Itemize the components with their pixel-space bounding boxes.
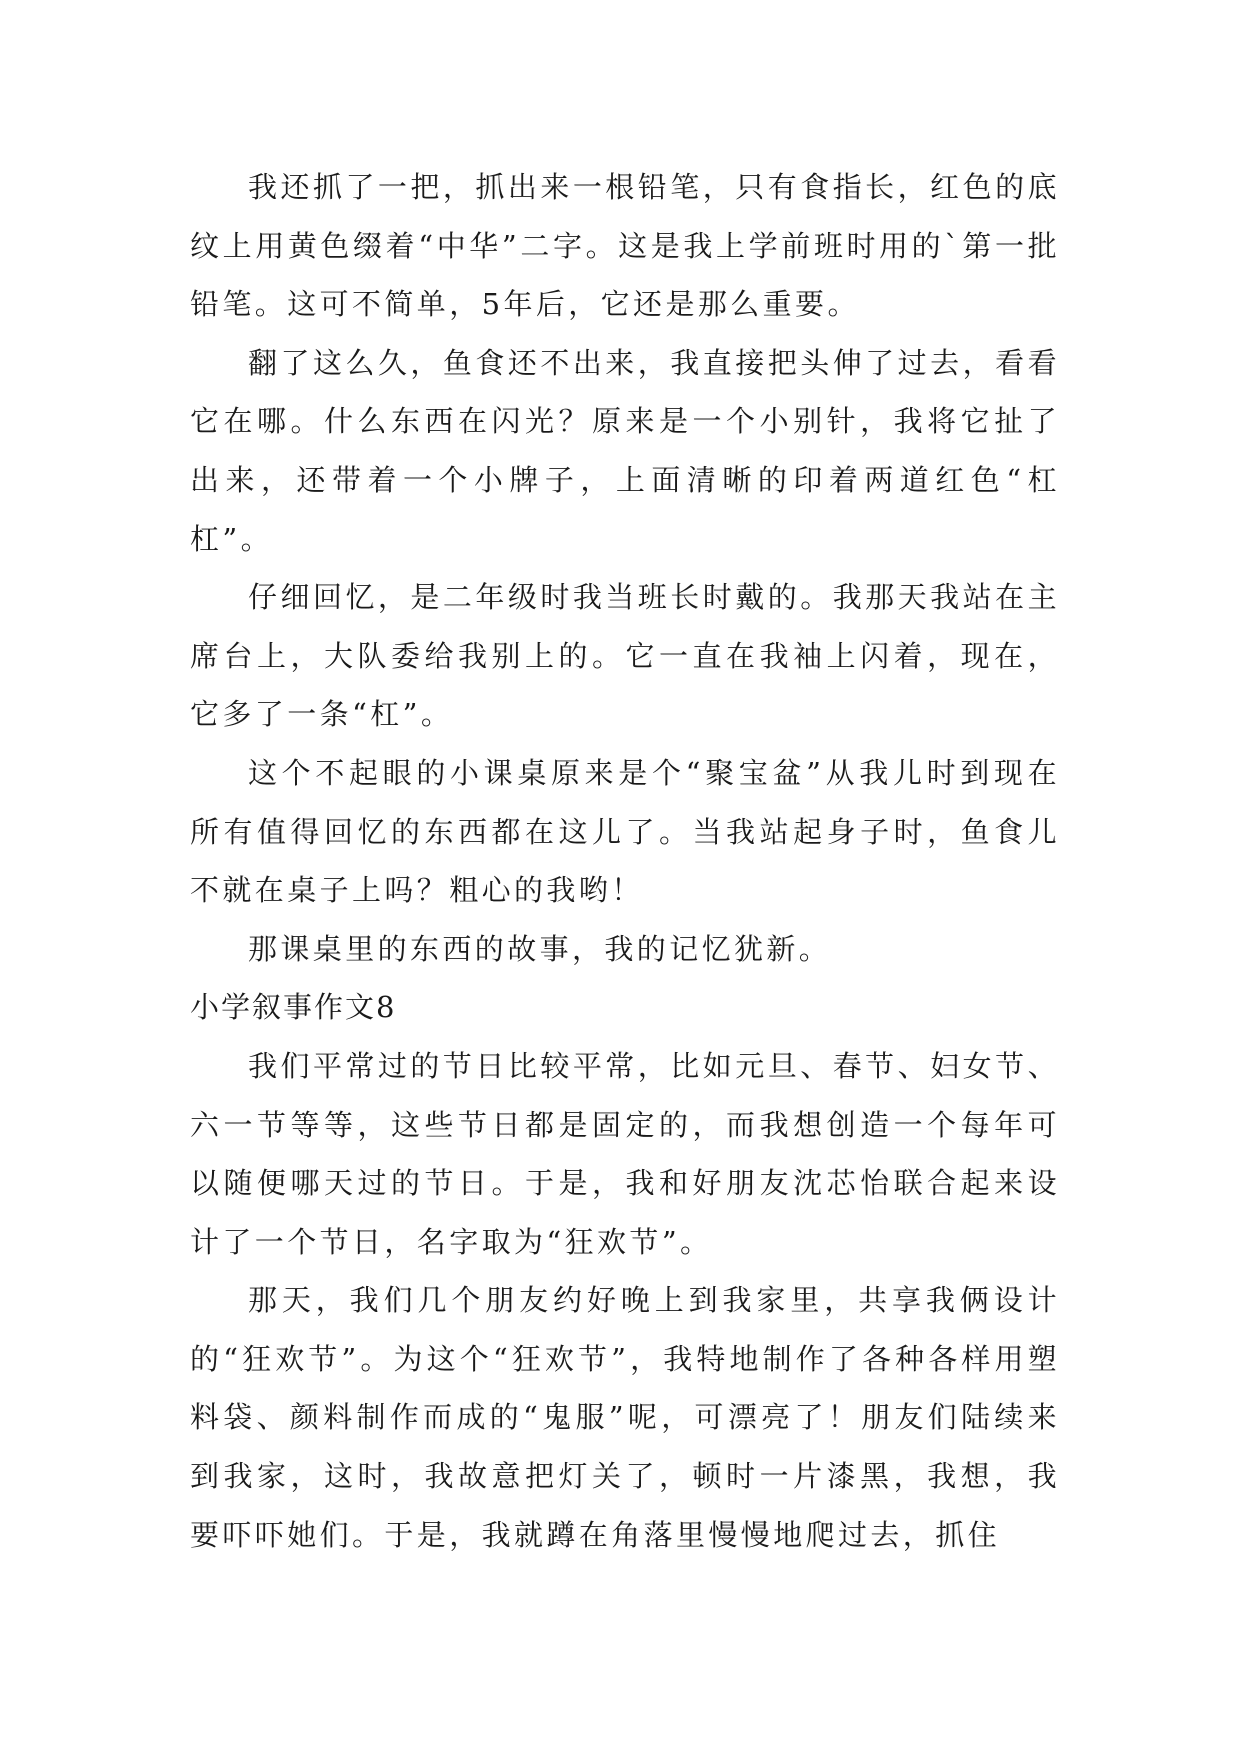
paragraph-treasure-desk: 这个不起眼的小课桌原来是个“聚宝盆”从我儿时到现在所有值得回忆的东西都在这儿了。当我站起身子时，鱼食儿不就在桌子上吗？粗心的我哟！ [190,755,1060,908]
paragraph-memory: 那课桌里的东西的故事，我的记忆犹新。 [248,931,832,966]
paragraph-monitor: 仔细回忆，是二年级时我当班长时戴的。我那天我站在主席台上，大队委给我别上的。它一直在我袖上闪着，现在，它多了一条“杠”。 [190,580,1060,732]
paragraph-pin: 翻了这么久，鱼食还不出来，我直接把头伸了过去，看看它在哪。什么东西在闪光？原来是一个小别针，我将它扯了出来，还带着一个小牌子，上面清晰的印着两道红色“杠杠”。 [190,345,1060,556]
paragraph-holidays: 我们平常过的节日比较平常，比如元旦、春节、妇女节、六一节等等，这些节日都是固定的，而我想创造一个每年可以随便哪天过的节日。于是，我和好朋友沈芯怡联合起来设计了一个节日，名字取为“狂欢节”。 [190,1048,1060,1259]
essay-heading: 小学叙事作文8 [190,990,397,1025]
paragraph-carnival: 那天，我们几个朋友约好晚上到我家里，共享我俩设计的“狂欢节”。为这个“狂欢节”，我特地制作了各种各样用塑料袋、颜料制作而成的“鬼服”呢，可漂亮了！朋友们陆续来到我家，这时，我故意把灯关了，顿时一片漆黑，我想，我要吓吓她们。于是，我就蹲在角落里慢慢地爬过去，抓住 [190,1283,1060,1552]
document-body [190,158,1060,1564]
paragraph-pencil: 我还抓了一把，抓出来一根铅笔，只有食指长，红色的底纹上用黄色缀着“中华”二字。这是我上学前班时用的`第一批铅笔。这可不简单，5年后，它还是那么重要。 [190,170,1060,322]
